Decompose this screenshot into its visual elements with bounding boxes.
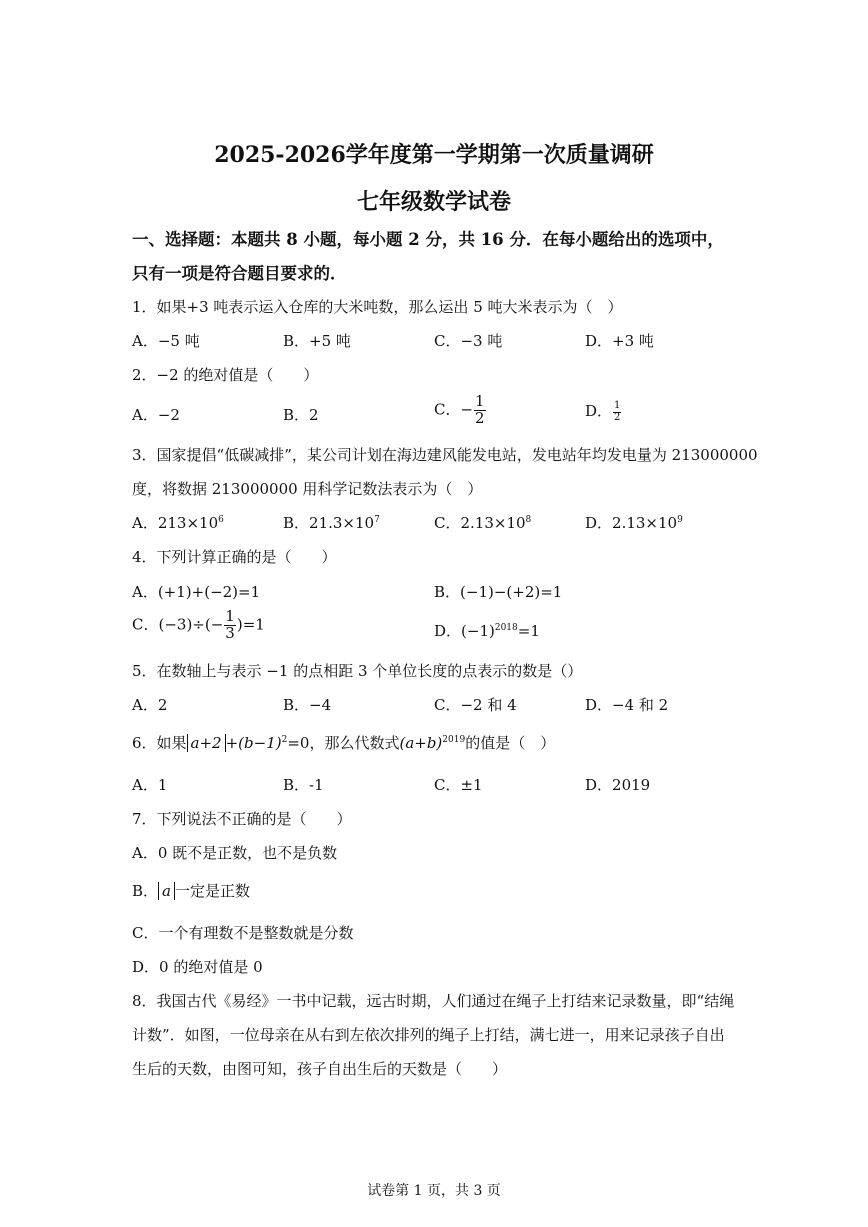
q7-option-c: C．一个有理数不是整数就是分数 (132, 924, 354, 942)
fraction-numerator: 1 (475, 392, 485, 410)
section-heading-line1: 一、选择题：本题共 8 小题，每小题 2 分，共 16 分．在每小题给出的选项中， (132, 230, 724, 249)
q7-option-b-absolute-value: a (158, 882, 175, 900)
q3-option-c-exponent: 8 (525, 515, 532, 525)
q6-option-c: C．±1 (434, 776, 483, 794)
q4-option-c-suffix: )=1 (236, 615, 265, 634)
q4-option-b: B．(−1)−(+2)=1 (434, 583, 563, 601)
q6-prefix: 6．如果 (132, 734, 187, 752)
q4-option-d-base: D．(−1) (434, 622, 495, 640)
q3-option-d (585, 512, 683, 533)
question-4-stem: 4．下列计算正确的是（ ） (132, 548, 337, 566)
question-7-stem: 7．下列说法不正确的是（ ） (132, 810, 352, 828)
fraction-numerator: 1 (225, 607, 235, 625)
q5-option-b: B．−4 (283, 696, 332, 714)
q2-option-d-fraction (613, 401, 621, 423)
page-footer: 试卷第 1 页，共 3 页 (367, 1183, 501, 1199)
q6-expression: (a+b) (399, 734, 443, 752)
q3-option-c (434, 512, 531, 533)
question-1-stem: 1．如果+3 吨表示运入仓库的大米吨数，那么运出 5 吨大米表示为（ ） (132, 298, 623, 316)
q1-option-d: D．+3 吨 (585, 332, 654, 350)
q6-exponent-2: 2 (281, 735, 288, 745)
question-8-stem-line3: 生后的天数，由图可知，孩子自出生后的天数是（ ） (132, 1060, 508, 1078)
q7-option-b (132, 880, 250, 901)
question-3-stem-line2: 度，将数据 213000000 用科学记数法表示为（ ） (132, 480, 483, 498)
q2-option-a: A．−2 (132, 406, 180, 424)
page-title: 2025-2026学年度第一学期第一次质量调研 (214, 142, 654, 168)
question-2-stem: 2．−2 的绝对值是（ ） (132, 366, 319, 384)
q6-suffix: 的值是（ ） (465, 734, 556, 752)
q4-option-c-fraction (224, 609, 236, 642)
question-5-stem: 5．在数轴上与表示 −1 的点相距 3 个单位长度的点表示的数是（） (132, 662, 583, 680)
q3-option-d-base: D．2.13×10 (585, 514, 678, 532)
q6-option-b: B．-1 (283, 776, 324, 794)
q6-equals: =0，那么代数式 (287, 734, 400, 752)
question-3-stem-line1: 3．国家提倡“低碳减排”，某公司计划在海边建风能发电站，发电站年均发电量为 213000000 (132, 446, 758, 464)
q1-option-b: B．+5 吨 (283, 332, 351, 350)
section-heading-line2: 只有一项是符合题目要求的． (132, 264, 347, 283)
q2-option-d (585, 400, 622, 423)
q3-option-c-base: C．2.13×10 (434, 514, 526, 532)
q6-squared-term: +(b−1) (225, 734, 282, 752)
q5-option-d: D．−4 和 2 (585, 696, 669, 714)
q3-option-b-exponent: 7 (374, 515, 380, 525)
q2-option-d-prefix: D． (585, 402, 613, 420)
q3-option-a (132, 512, 224, 533)
q1-option-a: A．−5 吨 (132, 332, 200, 350)
q6-absolute-value: a+2 (187, 734, 226, 752)
q2-option-b: B．2 (283, 406, 319, 424)
q6-exponent-2019: 2019 (442, 735, 466, 745)
question-8-stem-line1: 8．我国古代《易经》一书中记载，远古时期，人们通过在绳子上打结来记录数量，即“结绳 (132, 992, 735, 1010)
fraction-denominator: 3 (225, 623, 235, 642)
q2-option-c (434, 394, 487, 427)
fraction-numerator: 1 (614, 400, 621, 411)
fraction-denominator: 2 (614, 411, 621, 423)
q7-option-b-prefix: B． (132, 882, 159, 900)
question-8-stem-line2: 计数”．如图，一位母亲在从右到左依次排列的绳子上打结，满七进一，用来记录孩子自出 (132, 1026, 725, 1044)
q4-option-d (434, 620, 540, 641)
q7-option-d: D．0 的绝对值是 0 (132, 958, 263, 976)
q4-option-d-suffix: =1 (517, 622, 540, 640)
q3-option-b (283, 512, 380, 533)
page-subtitle: 七年级数学试卷 (356, 189, 511, 215)
q3-option-b-base: B．21.3×10 (283, 514, 375, 532)
q5-option-a: A．2 (132, 696, 168, 714)
question-6-stem (132, 732, 555, 753)
q3-option-a-exponent: 6 (218, 515, 224, 525)
q2-option-c-prefix: C．− (434, 400, 474, 419)
q4-option-c (132, 609, 265, 642)
q7-option-b-suffix: 一定是正数 (174, 882, 250, 900)
q4-option-d-exponent: 2018 (494, 623, 518, 633)
q6-option-a: A．1 (132, 776, 168, 794)
q4-option-a: A．(+1)+(−2)=1 (132, 583, 261, 601)
q1-option-c: C．−3 吨 (434, 332, 503, 350)
q7-option-a: A．0 既不是正数，也不是负数 (132, 844, 338, 862)
q5-option-c: C．−2 和 4 (434, 696, 517, 714)
q3-option-a-base: A．213×10 (132, 514, 219, 532)
q2-option-c-fraction (474, 394, 486, 427)
q3-option-d-exponent: 9 (677, 515, 683, 525)
q4-option-c-prefix: C．(−3)÷(− (132, 615, 224, 634)
q6-option-d: D．2019 (585, 776, 651, 794)
fraction-denominator: 2 (475, 408, 485, 427)
